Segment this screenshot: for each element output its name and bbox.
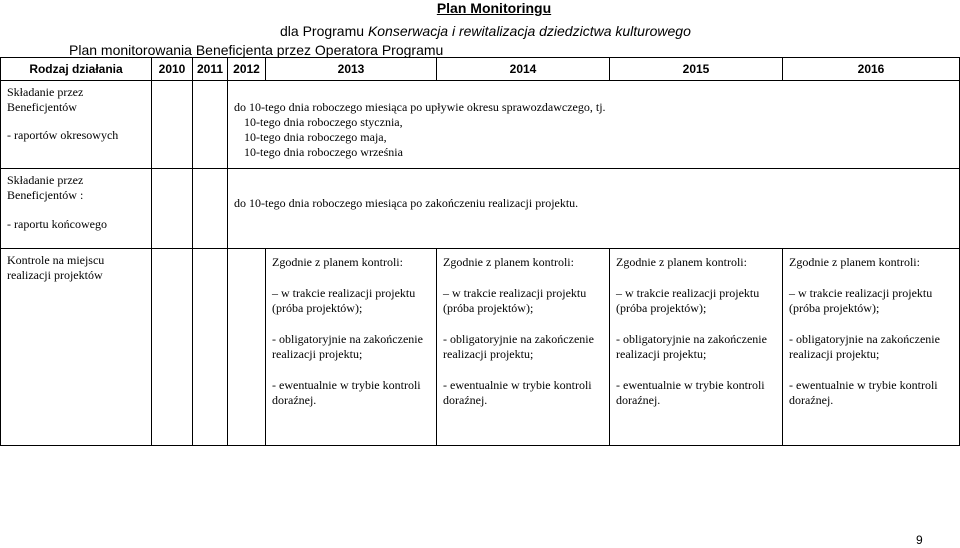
control-cell-2016: Zgodnie z planem kontroli: – w trakcie realizacji projektu (próba projektów); - obligatoryjnie na zakończenie realizacji projektu; - ewentualnie w trybie kontroli doraźnej. bbox=[783, 249, 960, 446]
page-number: 9 bbox=[916, 533, 923, 547]
empty-cell bbox=[152, 249, 193, 446]
row-label: Składanie przez Beneficjentów : - raportu końcowego bbox=[1, 169, 152, 249]
table-row bbox=[1, 169, 960, 249]
header-cell: Rodzaj działania bbox=[1, 58, 152, 81]
empty-cell bbox=[193, 249, 228, 446]
empty-cell bbox=[193, 81, 228, 169]
plan-description: Plan monitorowania Beneficjenta przez Operatora Programu bbox=[69, 42, 444, 58]
header-cell: 2011 bbox=[193, 58, 228, 81]
monitoring-table bbox=[0, 57, 960, 446]
control-cell-2014: Zgodnie z planem kontroli: – w trakcie realizacji projektu (próba projektów); - obligatoryjnie na zakończenie realizacji projektu; - ewentualnie w trybie kontroli doraźnej. bbox=[437, 249, 610, 446]
deadline-cell: do 10-tego dnia roboczego miesiąca po zakończeniu realizacji projektu. bbox=[228, 169, 960, 249]
header-cell: 2010 bbox=[152, 58, 193, 81]
empty-cell bbox=[193, 169, 228, 249]
row-label: Kontrole na miejscu realizacji projektów bbox=[1, 249, 152, 446]
program-subtitle: dla Programu Konserwacja i rewitalizacja dziedzictwa kulturowego bbox=[280, 23, 691, 39]
table-row bbox=[1, 249, 960, 446]
deadline-cell: do 10-tego dnia roboczego miesiąca po upływie okresu sprawozdawczego, tj. 10-tego dnia roboczego stycznia, 10-tego dnia roboczego maja, 10-tego dnia roboczego września bbox=[228, 81, 960, 169]
empty-cell bbox=[228, 249, 266, 446]
header-cell: 2016 bbox=[783, 58, 960, 81]
header-cell: 2015 bbox=[610, 58, 783, 81]
page-title: Plan Monitoringu bbox=[436, 0, 552, 16]
empty-cell bbox=[152, 81, 193, 169]
control-cell-2015: Zgodnie z planem kontroli: – w trakcie realizacji projektu (próba projektów); - obligatoryjnie na zakończenie realizacji projektu; - ewentualnie w trybie kontroli doraźnej. bbox=[610, 249, 783, 446]
control-cell-2013: Zgodnie z planem kontroli: – w trakcie realizacji projektu (próba projektów); - obligatoryjnie na zakończenie realizacji projektu; - ewentualnie w trybie kontroli doraźnej. bbox=[266, 249, 437, 446]
table-row bbox=[1, 81, 960, 169]
header-cell: 2013 bbox=[266, 58, 437, 81]
row-label: Składanie przez Beneficjentów - raportów okresowych bbox=[1, 81, 152, 169]
table-header-row bbox=[1, 58, 960, 81]
empty-cell bbox=[152, 169, 193, 249]
header-cell: 2014 bbox=[437, 58, 610, 81]
header-cell: 2012 bbox=[228, 58, 266, 81]
